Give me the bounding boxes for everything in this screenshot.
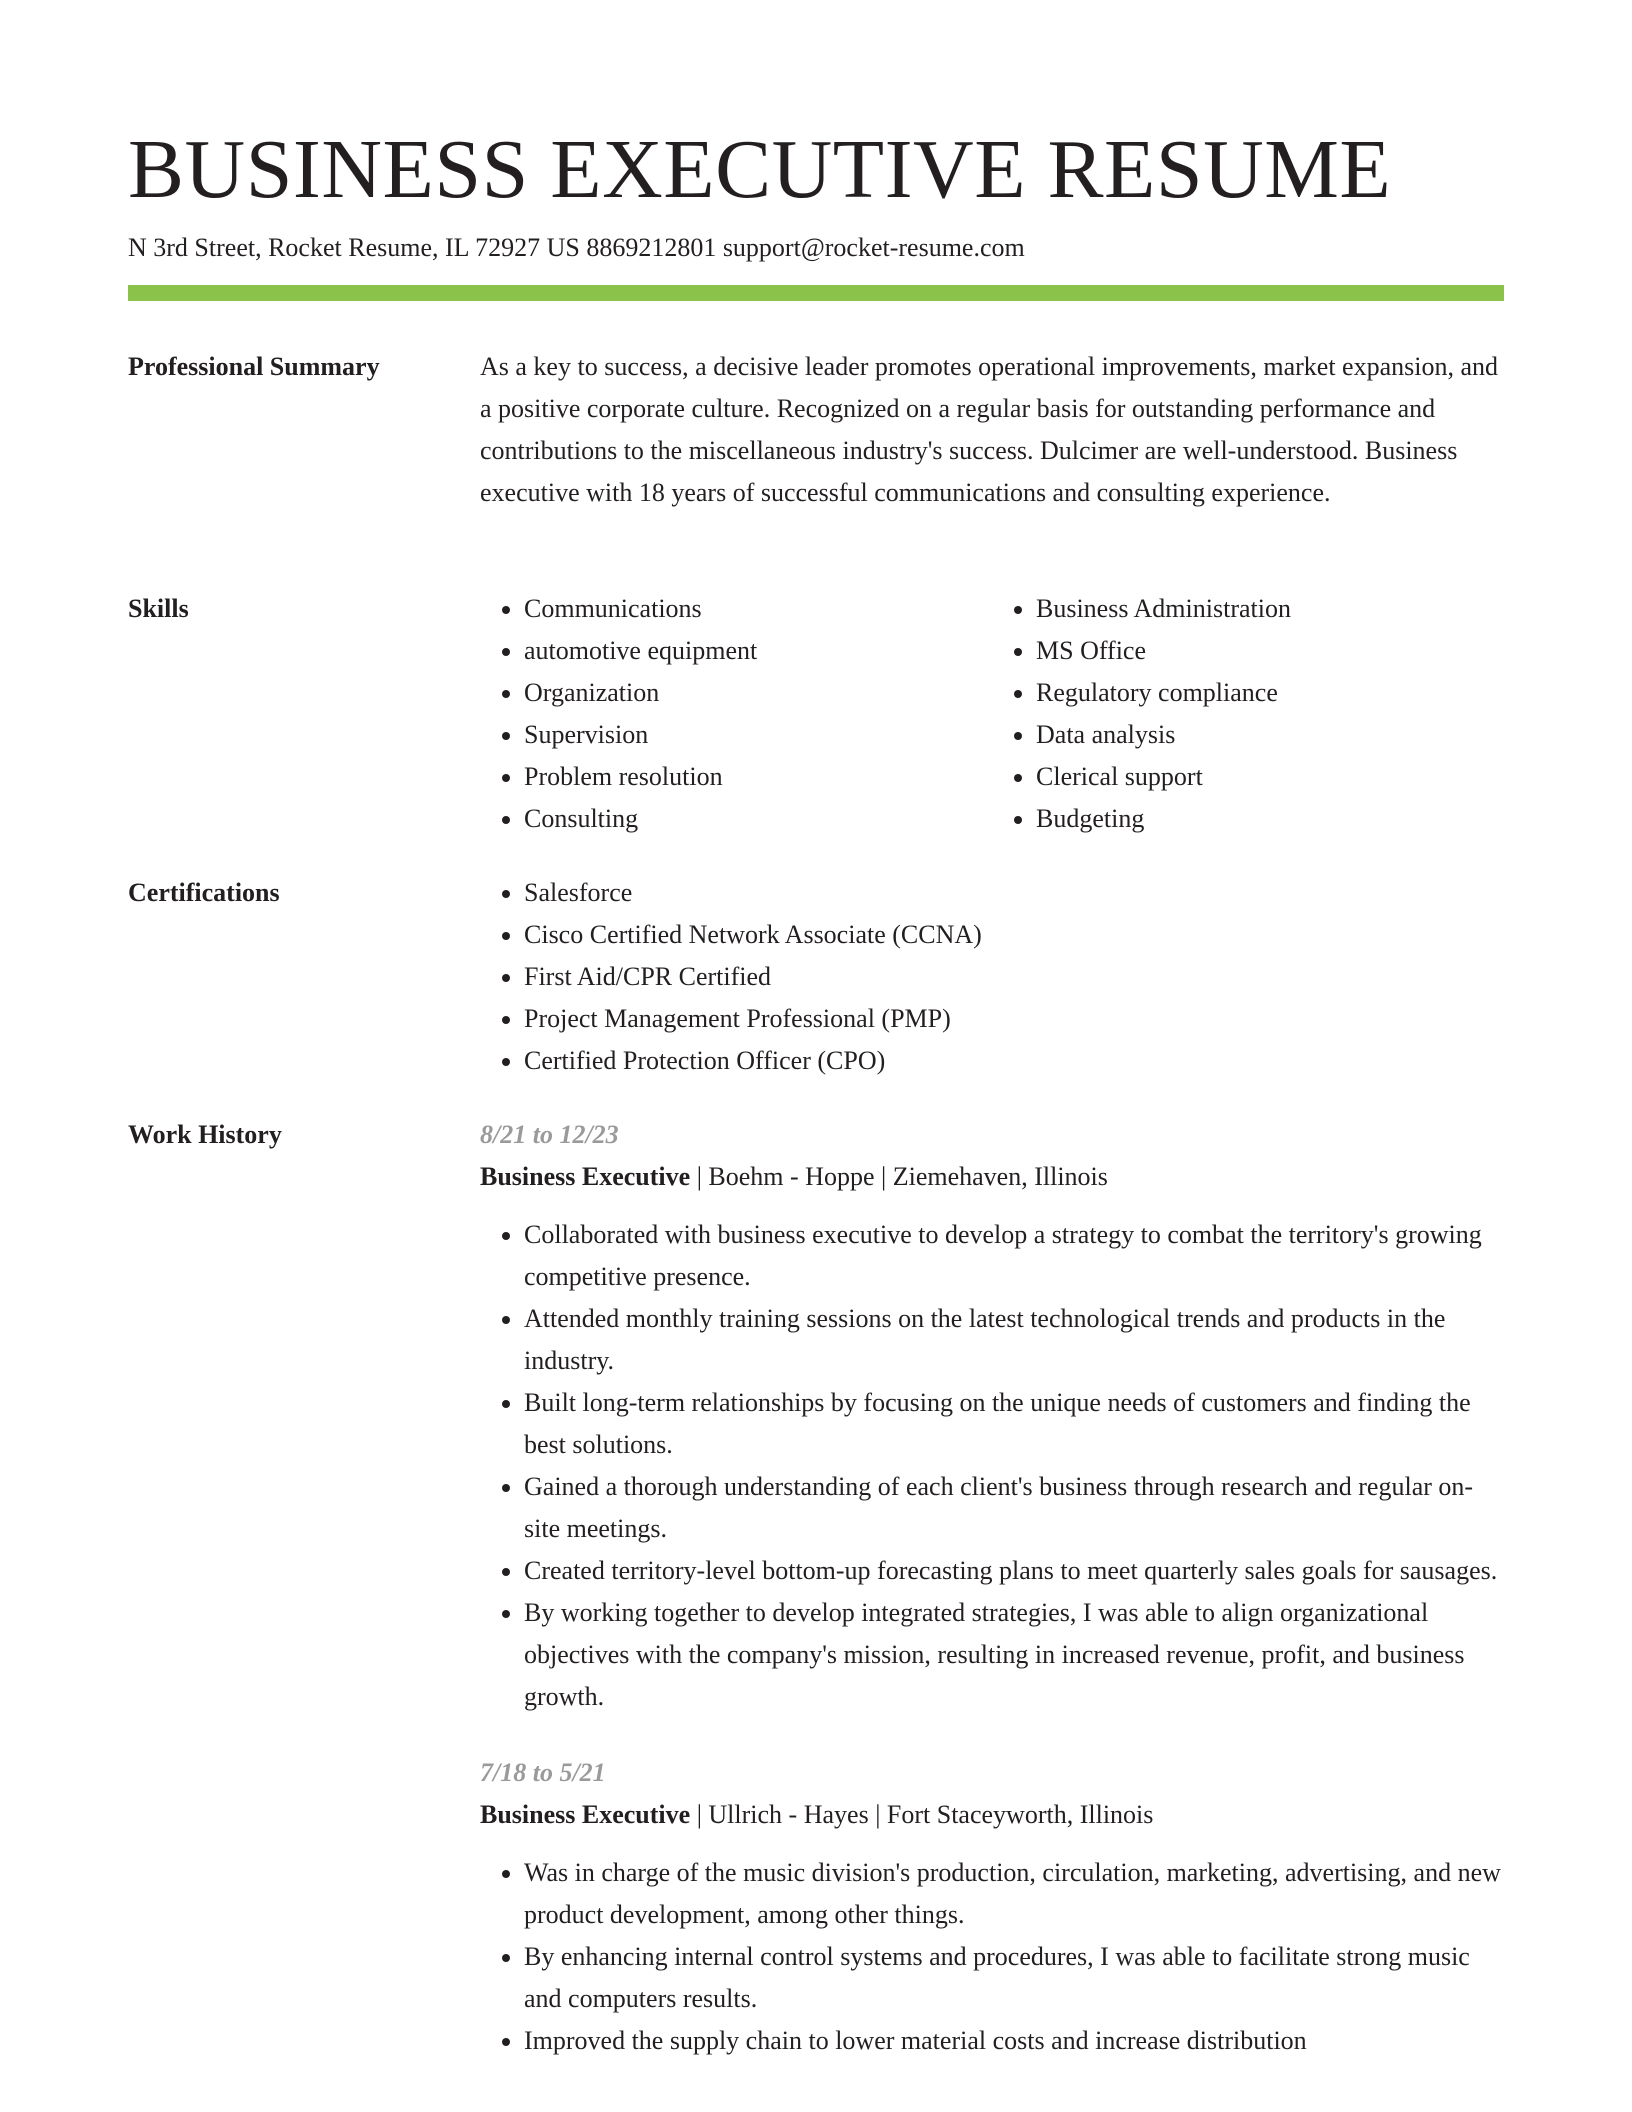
job-entry [480, 1114, 1504, 1718]
skill-item: • Data analysis [1036, 714, 1504, 756]
contact-line [128, 230, 1025, 266]
skill-item: • MS Office [1036, 630, 1504, 672]
contact-email: support@rocket-resume.com [722, 233, 1025, 262]
job-location: Ziemehaven, Illinois [892, 1162, 1108, 1191]
summary-text: As a key to success, a decisive leader promotes operational improvements, market expansion, and a positive corporate culture. Recognized on a regular basis for outstanding performance and contributions to the miscellaneous industry's success. Dulcimer are well-understood. Business executive with 18 years of successful communications and consulting experience. [480, 352, 1499, 507]
certification-item: • Certified Protection Officer (CPO) [524, 1040, 1504, 1082]
skill-item: • Organization [524, 672, 992, 714]
job-title: Business Executive [480, 1162, 691, 1191]
skill-item: • Communications [524, 588, 992, 630]
job-company: Boehm - Hoppe [708, 1162, 875, 1191]
job-heading [480, 1794, 1504, 1836]
skills-body [480, 588, 1504, 840]
job-bullet: • By working together to develop integrated strategies, I was able to align organizational objectives with the company's mission, resulting in increased revenue, profit, and business growth. [524, 1592, 1504, 1718]
skill-item: • Problem resolution [524, 756, 992, 798]
skills-list-left [480, 588, 992, 840]
summary-label: Professional Summary [128, 352, 380, 381]
job-bullet: • Attended monthly training sessions on the latest technological trends and products in the industry. [524, 1298, 1504, 1382]
job-dates: 7/18 to 5/21 [480, 1758, 606, 1787]
certifications-label: Certifications [128, 878, 280, 907]
job-bullet: • Improved the supply chain to lower material costs and increase distribution [524, 2020, 1504, 2062]
job-bullet: • Was in charge of the music division's production, circulation, marketing, advertising, and new product development, among other things. [524, 1852, 1504, 1936]
job-separator: | [696, 1162, 702, 1191]
job-title: Business Executive [480, 1800, 691, 1829]
skill-item: • automotive equipment [524, 630, 992, 672]
work-history-body [480, 1114, 1504, 2096]
accent-divider [128, 285, 1504, 301]
job-bullet: • Gained a thorough understanding of each client's business through research and regular on-site meetings. [524, 1466, 1504, 1550]
skill-item: • Consulting [524, 798, 992, 840]
certification-item: • Salesforce [524, 872, 1504, 914]
resume-title: BUSINESS EXECUTIVE RESUME [128, 123, 1392, 216]
skill-item: • Clerical support [1036, 756, 1504, 798]
job-separator: | [875, 1800, 881, 1829]
skill-item: • Business Administration [1036, 588, 1504, 630]
job-bullet: • Built long-term relationships by focusing on the unique needs of customers and finding the best solutions. [524, 1382, 1504, 1466]
job-separator: | [881, 1162, 887, 1191]
job-bullets [480, 1852, 1504, 2062]
job-location: Fort Staceyworth, Illinois [886, 1800, 1154, 1829]
certification-item: • Cisco Certified Network Associate (CCNA) [524, 914, 1504, 956]
certification-item: • Project Management Professional (PMP) [524, 998, 1504, 1040]
job-bullets [480, 1214, 1504, 1718]
certifications-body [480, 872, 1504, 1082]
skill-item: • Budgeting [1036, 798, 1504, 840]
job-company: Ullrich - Hayes [708, 1800, 869, 1829]
contact-phone: 8869212801 [586, 233, 717, 262]
job-dates: 8/21 to 12/23 [480, 1120, 619, 1149]
certification-item: • First Aid/CPR Certified [524, 956, 1504, 998]
job-bullet: • Created territory-level bottom-up forecasting plans to meet quarterly sales goals for sausages. [524, 1550, 1504, 1592]
job-separator: | [696, 1800, 702, 1829]
skills-list-right [992, 588, 1504, 840]
skill-item: • Supervision [524, 714, 992, 756]
summary-body [480, 346, 1504, 514]
job-heading [480, 1156, 1504, 1198]
work-history-label: Work History [128, 1120, 282, 1149]
skills-columns [480, 588, 1504, 840]
contact-address: N 3rd Street, Rocket Resume, IL 72927 US [128, 233, 580, 262]
job-bullet: • By enhancing internal control systems and procedures, I was able to facilitate strong music and computers results. [524, 1936, 1504, 2020]
skill-item: • Regulatory compliance [1036, 672, 1504, 714]
skills-label: Skills [128, 594, 189, 623]
job-entry [480, 1752, 1504, 2062]
certifications-list [480, 872, 1504, 1082]
job-bullet: • Collaborated with business executive to develop a strategy to combat the territory's growing competitive presence. [524, 1214, 1504, 1298]
